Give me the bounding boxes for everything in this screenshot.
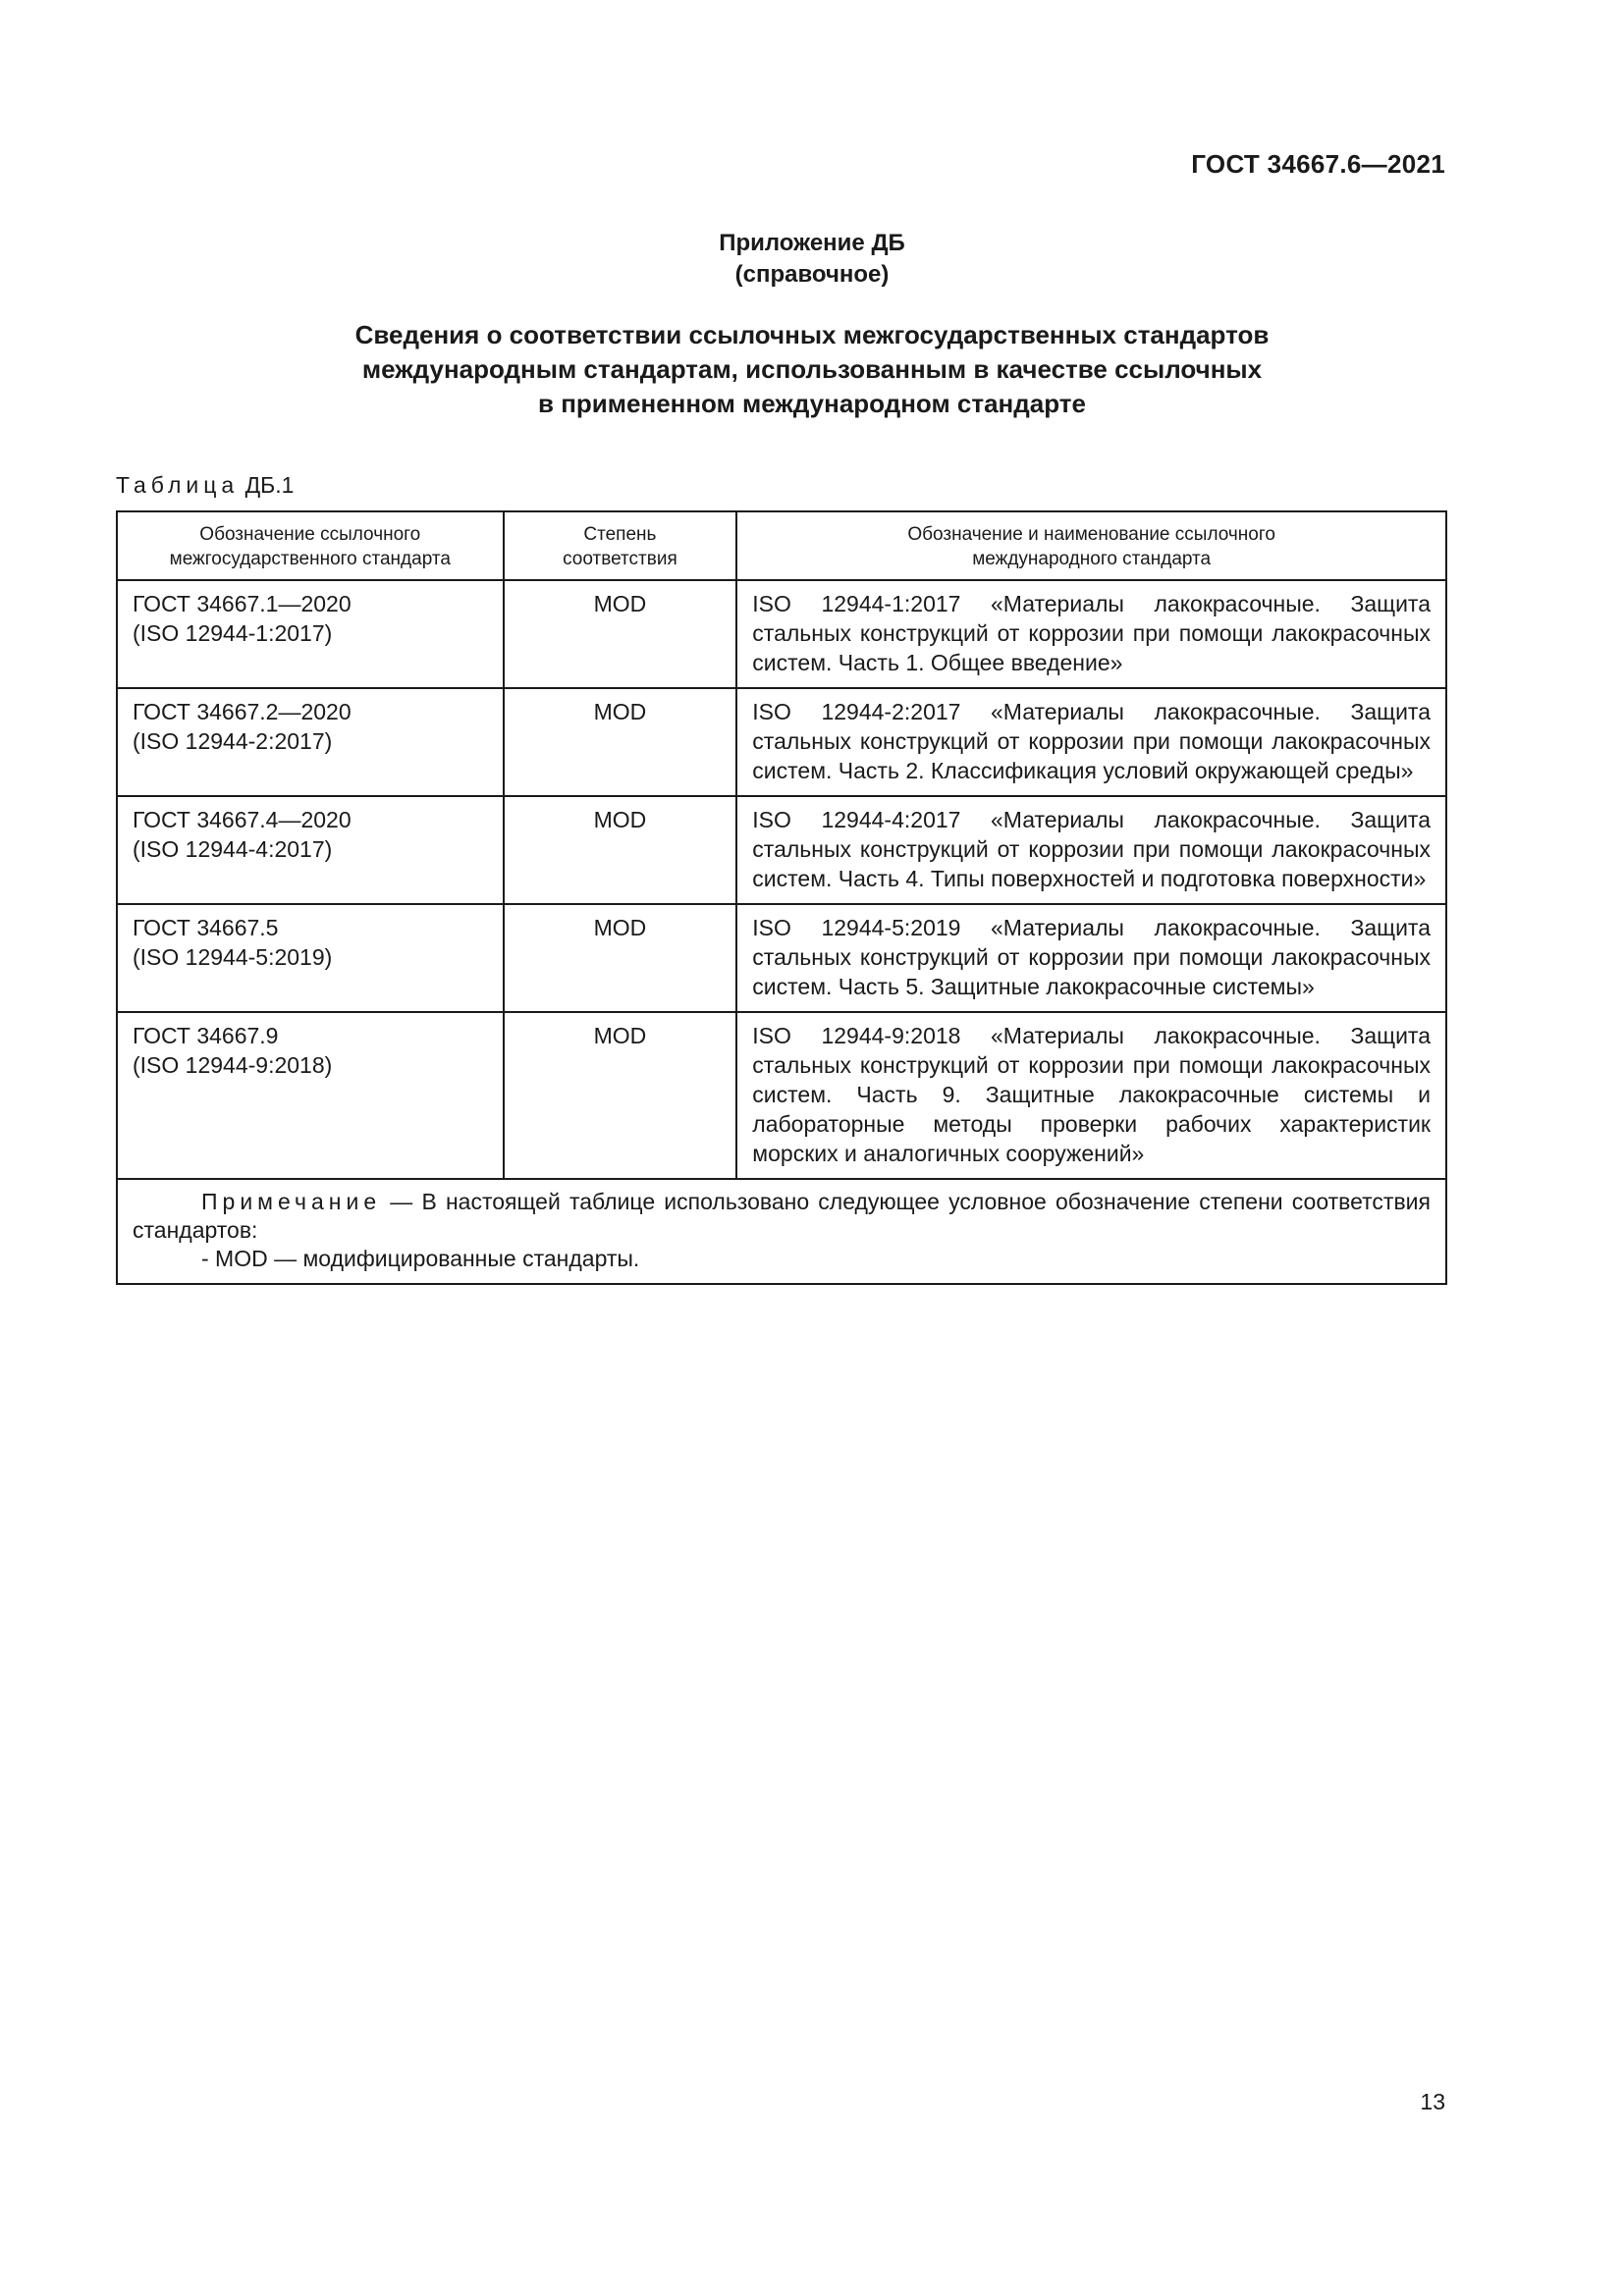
- column-header-gost: [117, 511, 504, 580]
- degree-cell: MOD: [504, 688, 737, 796]
- column-header-iso: [736, 511, 1446, 580]
- header-text: межгосударственного стандарта: [169, 549, 451, 569]
- note-label: Примечание: [201, 1189, 382, 1214]
- iso-name-cell: ISO 12944-2:2017 «Материалы лакокрасочные. Защита стальных конструкций от коррозии при помощи лакокрасочных систем. Часть 2. Классификация условий окружающей среды»: [736, 688, 1446, 796]
- annex-subtitle: (справочное): [734, 261, 890, 288]
- iso-reference: (ISO 12944-2:2017): [133, 728, 333, 754]
- note-text: — В настоящей таблице использовано следующее условное обозначение степени соответствия стандартов:: [133, 1189, 1431, 1243]
- table-row: [117, 688, 1446, 796]
- table-caption: [116, 472, 294, 499]
- document-number: ГОСТ 34667.6—2021: [1191, 149, 1445, 179]
- degree-cell: MOD: [504, 796, 737, 904]
- header-text: соответствия: [563, 549, 677, 569]
- iso-reference: (ISO 12944-1:2017): [133, 620, 333, 646]
- table-caption-prefix: Таблица: [116, 472, 240, 498]
- iso-reference: (ISO 12944-5:2019): [133, 944, 333, 970]
- table-header-row: [117, 511, 1446, 580]
- annex-heading: [0, 228, 1624, 291]
- degree-cell: MOD: [504, 904, 737, 1012]
- gost-designation: ГОСТ 34667.9: [133, 1023, 279, 1048]
- gost-designation: ГОСТ 34667.1—2020: [133, 591, 352, 616]
- header-text: международного стандарта: [972, 549, 1212, 569]
- degree-cell: MOD: [504, 1012, 737, 1179]
- note-item: - MOD — модифицированные стандарты.: [201, 1246, 640, 1271]
- table-row: [117, 796, 1446, 904]
- iso-name-cell: ISO 12944-4:2017 «Материалы лакокрасочные. Защита стальных конструкций от коррозии при помощи лакокрасочных систем. Часть 4. Типы поверхностей и подготовка поверхности»: [736, 796, 1446, 904]
- gost-cell: [117, 688, 504, 796]
- table-caption-number: ДБ.1: [244, 472, 295, 498]
- table-row: [117, 904, 1446, 1012]
- page-number: 13: [1420, 2089, 1445, 2114]
- degree-cell: MOD: [504, 580, 737, 688]
- gost-cell: [117, 904, 504, 1012]
- gost-designation: ГОСТ 34667.4—2020: [133, 807, 352, 832]
- header-text: Обозначение ссылочного: [199, 524, 421, 545]
- iso-reference: (ISO 12944-9:2018): [133, 1052, 333, 1078]
- annex-title: Приложение ДБ: [719, 230, 905, 256]
- standards-table: [116, 510, 1447, 1285]
- column-header-degree: [504, 511, 737, 580]
- header-text: Степень: [583, 524, 657, 545]
- iso-name-cell: ISO 12944-5:2019 «Материалы лакокрасочные. Защита стальных конструкций от коррозии при помощи лакокрасочных систем. Часть 5. Защитные лакокрасочные системы»: [736, 904, 1446, 1012]
- table-note-row: [117, 1179, 1446, 1284]
- title-line: международным стандартам, использованным в качестве ссылочных: [361, 354, 1263, 384]
- iso-name-cell: ISO 12944-9:2018 «Материалы лакокрасочные. Защита стальных конструкций от коррозии при помощи лакокрасочных систем. Часть 9. Защитные лакокрасочные системы и лабораторные методы проверки рабочих характеристик морских и аналогичных сооружений»: [736, 1012, 1446, 1179]
- title-line: в примененном международном стандарте: [538, 389, 1086, 418]
- page-title: [196, 318, 1428, 421]
- title-line: Сведения о соответствии ссылочных межгосударственных стандартов: [354, 320, 1270, 349]
- iso-reference: (ISO 12944-4:2017): [133, 836, 333, 862]
- gost-designation: ГОСТ 34667.5: [133, 915, 279, 940]
- table-row: [117, 580, 1446, 688]
- iso-name-cell: ISO 12944-1:2017 «Материалы лакокрасочные. Защита стальных конструкций от коррозии при помощи лакокрасочных систем. Часть 1. Общее введение»: [736, 580, 1446, 688]
- gost-designation: ГОСТ 34667.2—2020: [133, 699, 352, 724]
- gost-cell: [117, 580, 504, 688]
- gost-cell: [117, 796, 504, 904]
- header-text: Обозначение и наименование ссылочного: [907, 524, 1275, 545]
- gost-cell: [117, 1012, 504, 1179]
- table-row: [117, 1012, 1446, 1179]
- table-note: [117, 1179, 1446, 1284]
